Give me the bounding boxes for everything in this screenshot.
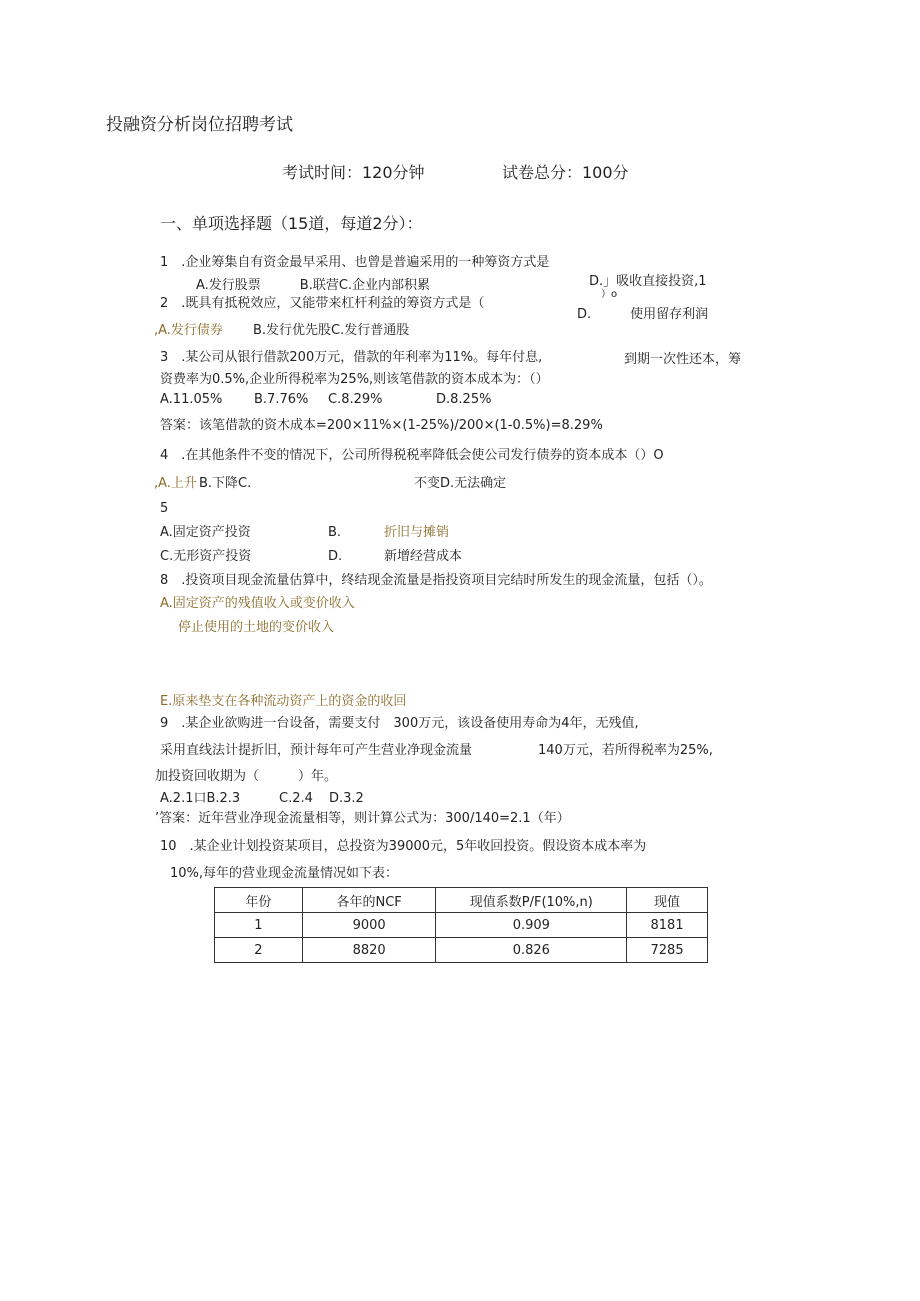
doc-title: 投融资分析岗位招聘考试: [106, 115, 293, 135]
section1-title: 一、单项选择题（15道，每道2分）：: [160, 214, 423, 233]
q9-answer: ’答案：近年营业净现金流量相等，则计算公式为：300/140=2.1（年）: [155, 811, 570, 826]
table-cell: 0.826: [436, 938, 627, 963]
q1-option-d: [589, 274, 707, 290]
q9-option-c: C.2.4: [279, 791, 313, 806]
q8-option-e: E.原来垫支在各种流动资产上的资金的收回: [160, 694, 407, 709]
q1-stem: 1 .企业筹集自有资金最早采用、也曾是普遍采用的一种筹资方式是: [160, 255, 550, 270]
table-header-row: [215, 888, 708, 913]
q9-stem-d: 加投资回收期为（ ）年。: [155, 769, 338, 784]
table-header-cell: 现值: [627, 888, 708, 913]
q9-stem-c: 140万元，若所得税率为25%,: [538, 743, 713, 758]
table-cell: 7285: [627, 938, 708, 963]
q5-option-b-text: 折旧与摊销: [384, 525, 450, 540]
q3-stem-a: 3 .某公司从银行借款200万元，借款的年利率为11%。每年付息,: [160, 350, 543, 365]
q3-answer: 答案：该笔借款的资木成本=200×11%×(1-25%)/200×(1-0.5%)=8.29%: [160, 418, 603, 433]
q4-option-a: ,A.上升: [154, 476, 197, 491]
q3-stem-b: 到期一次性还本，筹: [624, 352, 742, 367]
table-cell: 8820: [302, 938, 436, 963]
table-cell: 2: [215, 938, 303, 963]
q1-options-abc: A.发行股票 B.联营C.企业内部积累: [196, 278, 431, 293]
table-header-cell: 年份: [215, 888, 303, 913]
q2-stem: 2 .既具有抵税效应，又能带来杠杆利益的筹资方式是（: [160, 296, 485, 311]
table-cell: 8181: [627, 913, 708, 938]
table-cell: 0.909: [436, 913, 627, 938]
q3-option-a: A.11.05%: [160, 392, 223, 407]
q3-option-c: C.8.29%: [328, 392, 383, 407]
q8-stem: 8 .投资项目现金流量估算中，终结现金流量是指投资项目完结时所发生的现金流量，包括（）。: [160, 573, 712, 588]
q5-option-d-text: 新增经营成本: [384, 549, 463, 564]
q2-option-d: D. 使用留存利润: [577, 307, 709, 322]
q4-stem: 4 .在其他条件不变的情况下，公司所得税税率降低会使公司发行债券的资本成本（）O: [160, 448, 664, 463]
ncf-table: [214, 887, 708, 963]
table-header-cell: 现值系数P/F(10%,n): [436, 888, 627, 913]
q10-stem-a: 10 .某企业计划投资某项目，总投资为39000元，5年收回投资。假设资本成本率为: [160, 839, 647, 854]
q4-option-cd: 不变D.无法确定: [414, 476, 507, 491]
q3-stem-c: 资费率为0.5%,企业所得税率为25%,则该笔借款的资本成本为：（）: [160, 372, 549, 387]
q5-option-d: D.: [328, 549, 343, 564]
q5-option-a: A.固定资产投资: [160, 525, 251, 540]
table-header-cell: 各年的NCF: [302, 888, 436, 913]
exam-time: 考试时间：120分钟: [282, 163, 425, 182]
q1-option-d-tail: ）o: [601, 289, 618, 300]
q3-option-b: B.7.76%: [254, 392, 309, 407]
table-cell: 1: [215, 913, 303, 938]
q1-option-d-label: D.」吸收直接投资,1: [589, 274, 707, 289]
q3-option-d: D.8.25%: [436, 392, 492, 407]
q9-stem-a: 9 .某企业欲购进一台设备，需要支付 300万元，该设备使用寿命为4年，无残值,: [160, 716, 639, 731]
total-score: 试卷总分：100分: [502, 163, 629, 182]
q4-option-bc: B.下降C.: [199, 476, 252, 491]
q2-option-a: ,A.发行债券: [154, 323, 223, 338]
table-cell: 9000: [302, 913, 436, 938]
q5-number: 5: [160, 501, 169, 516]
q5-option-c: C.无形资产投资: [160, 549, 252, 564]
q9-option-d: D.3.2: [329, 791, 364, 806]
table-row: [215, 913, 708, 938]
q9-option-ab: A.2.1口B.2.3: [160, 791, 241, 806]
q8-option-land: 停止使用的土地的变价收入: [178, 620, 335, 635]
q9-stem-b: 采用直线法计提折旧，预计每年可产生营业净现金流量: [160, 743, 473, 758]
q2-options-bc: B.发行优先股C.发行普通股: [253, 323, 410, 338]
q8-option-a: A.固定资产的残值收入或变价收入: [160, 596, 355, 611]
q10-stem-b: 10%,每年的营业现金流量情况如下表：: [170, 866, 399, 881]
table-row: [215, 938, 708, 963]
q5-option-b: B.: [328, 525, 342, 540]
